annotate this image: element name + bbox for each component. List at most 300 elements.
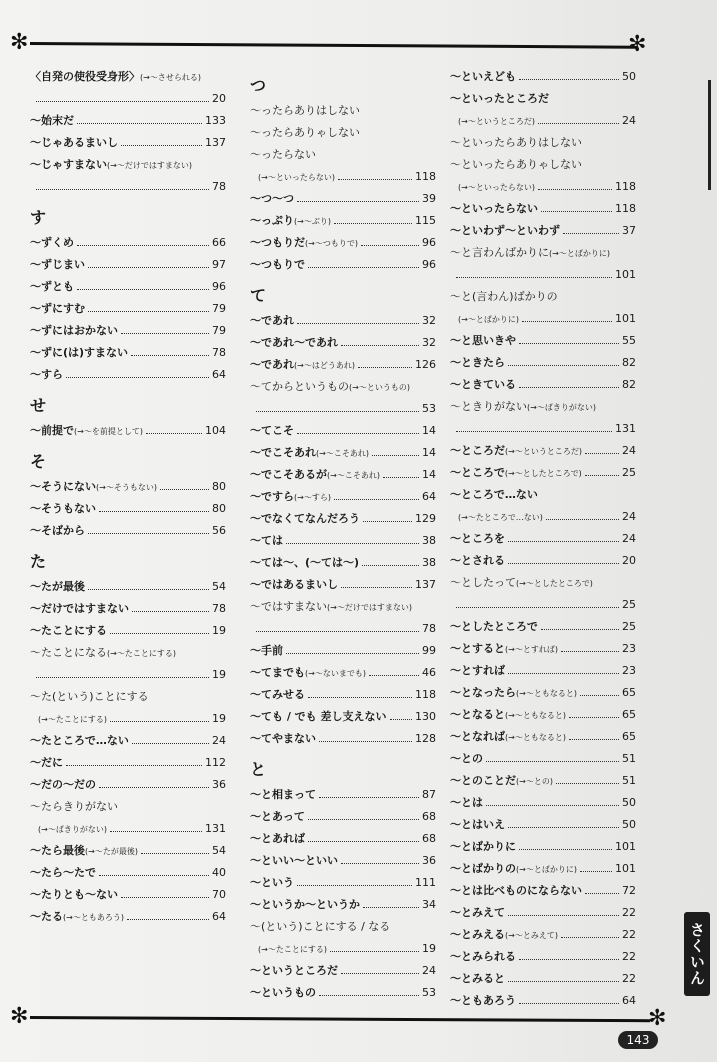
index-entry xyxy=(250,960,436,982)
dot-leader xyxy=(508,555,619,564)
index-section-heading: と xyxy=(250,760,267,779)
dot-leader xyxy=(508,907,619,916)
index-entry xyxy=(250,596,436,618)
dot-leader xyxy=(580,687,619,696)
entry-cross-reference: (→〜たことにする) xyxy=(107,649,176,658)
index-entry xyxy=(30,498,226,520)
entry-page-number: 64 xyxy=(212,368,226,381)
index-entry xyxy=(250,122,436,144)
dot-leader xyxy=(538,115,619,124)
entry-page-number: 64 xyxy=(212,910,226,923)
dot-leader xyxy=(99,779,209,788)
entry-cross-reference: (→〜こそあれ) xyxy=(316,449,369,458)
entry-term: 〜とはいえ xyxy=(450,818,505,831)
dot-leader xyxy=(256,403,419,412)
index-entry xyxy=(450,902,636,924)
entry-term: 〜てみせる xyxy=(250,688,305,701)
entry-cross-reference: (→〜ばきりがない) xyxy=(527,403,596,412)
dot-leader xyxy=(508,357,619,366)
entry-term: 〜ではあるまいし xyxy=(250,578,338,591)
index-entry xyxy=(250,706,436,728)
entry-page-number: 65 xyxy=(622,708,636,721)
entry-page-number: 19 xyxy=(212,668,226,681)
entry-cross-reference: (→〜ぶり) xyxy=(294,217,331,226)
entry-term: 〜というもの xyxy=(250,986,316,999)
dot-leader xyxy=(121,325,209,334)
dot-leader xyxy=(522,313,612,322)
index-entry xyxy=(250,552,436,574)
dot-leader xyxy=(99,503,209,512)
dot-leader xyxy=(141,845,209,854)
dot-leader xyxy=(519,841,612,850)
page-number: 143 xyxy=(618,1031,658,1049)
index-entry xyxy=(30,620,226,642)
entry-term: 〜じゃあるまいし xyxy=(30,136,118,149)
entry-page-number: 118 xyxy=(615,202,636,215)
dot-leader xyxy=(36,181,209,190)
entry-page-number: 19 xyxy=(212,624,226,637)
entry-term: 〜てやまない xyxy=(250,732,316,745)
index-entry xyxy=(450,770,636,792)
index-entry xyxy=(250,982,436,1004)
entry-page-number: 79 xyxy=(212,324,226,337)
entry-term: 〜ずにすむ xyxy=(30,302,85,315)
entry-term: 〜といわず〜といわず xyxy=(450,224,560,237)
entry-page-number: 23 xyxy=(622,642,636,655)
dot-leader xyxy=(585,885,619,894)
entry-term: 〜というところだ xyxy=(250,964,338,977)
dot-leader xyxy=(519,951,619,960)
index-entry xyxy=(30,576,226,598)
index-entry xyxy=(450,726,636,748)
dot-leader xyxy=(561,929,619,938)
index-entry xyxy=(30,88,226,110)
entry-page-number: 82 xyxy=(622,378,636,391)
entry-term: 〈自発の使役受身形〉 xyxy=(30,70,140,83)
index-entry xyxy=(450,396,636,418)
entry-term: 〜ても / でも 差し支えない xyxy=(250,710,387,723)
dot-leader xyxy=(369,667,419,676)
index-entry xyxy=(450,836,636,858)
index-entry xyxy=(450,154,636,176)
index-entry xyxy=(250,784,436,806)
entry-page-number: 19 xyxy=(422,942,436,955)
index-entry xyxy=(250,354,436,376)
entry-term: 〜ったらありゃしない xyxy=(250,126,360,139)
entry-page-number: 65 xyxy=(622,730,636,743)
entry-term: 〜てからというもの xyxy=(250,380,349,393)
entry-page-number: 14 xyxy=(422,446,436,459)
entry-page-number: 87 xyxy=(422,788,436,801)
entry-cross-reference: (→〜ともあろう) xyxy=(63,913,124,922)
dot-leader xyxy=(546,511,619,520)
dot-leader xyxy=(362,557,419,566)
entry-term: 〜といったらありはしない xyxy=(450,136,582,149)
entry-page-number: 50 xyxy=(622,796,636,809)
dot-leader xyxy=(319,789,419,798)
entry-term: 〜ったらない xyxy=(250,148,316,161)
index-entry xyxy=(30,840,226,862)
index-section-heading: て xyxy=(250,286,267,305)
dot-leader xyxy=(286,535,419,544)
entry-page-number: 131 xyxy=(205,822,226,835)
entry-cross-reference: (→〜ともなると) xyxy=(505,711,566,720)
entry-term: 〜ときりがない xyxy=(450,400,527,413)
entry-cross-reference: (→〜させられる) xyxy=(140,73,201,82)
entry-term: 〜としたところで xyxy=(450,620,538,633)
dot-leader xyxy=(297,315,419,324)
entry-cross-reference: (→〜ともなると) xyxy=(516,689,577,698)
entry-term: 〜ずじまい xyxy=(30,258,85,271)
index-entry xyxy=(450,946,636,968)
index-entry xyxy=(30,254,226,276)
dot-leader xyxy=(132,735,209,744)
entry-term: 〜たら最後 xyxy=(30,844,85,857)
dot-leader xyxy=(456,599,619,608)
entry-page-number: 82 xyxy=(622,356,636,369)
dot-leader xyxy=(541,203,612,212)
index-entry xyxy=(250,254,436,276)
entry-cross-reference: (→〜ばきりがない) xyxy=(38,825,107,834)
entry-page-number: 65 xyxy=(622,686,636,699)
index-entry xyxy=(30,320,226,342)
entry-term: 〜ずにはおかない xyxy=(30,324,118,337)
index-entry xyxy=(30,176,226,198)
dot-leader xyxy=(508,973,619,982)
index-entry xyxy=(450,792,636,814)
entry-term: 〜といったらない xyxy=(450,202,538,215)
entry-term: 〜といったらありゃしない xyxy=(450,158,582,171)
entry-cross-reference: (→〜たことにする) xyxy=(258,945,327,954)
dot-leader xyxy=(341,855,419,864)
entry-cross-reference: (→〜とばかりに) xyxy=(516,865,577,874)
entry-page-number: 99 xyxy=(422,644,436,657)
entry-term: 〜そばから xyxy=(30,524,85,537)
index-entry xyxy=(30,298,226,320)
entry-term: 〜たりとも〜ない xyxy=(30,888,118,901)
entry-page-number: 51 xyxy=(622,752,636,765)
entry-term: 〜手前 xyxy=(250,644,283,657)
entry-page-number: 137 xyxy=(415,578,436,591)
entry-page-number: 32 xyxy=(422,314,436,327)
entry-page-number: 53 xyxy=(422,402,436,415)
entry-term: 〜とすれば xyxy=(450,664,505,677)
dot-leader xyxy=(88,581,209,590)
entry-term: 〜ところで xyxy=(450,466,505,479)
index-entry xyxy=(450,924,636,946)
entry-page-number: 32 xyxy=(422,336,436,349)
entry-page-number: 53 xyxy=(422,986,436,999)
entry-cross-reference: (→〜たことにする) xyxy=(38,715,107,724)
dot-leader xyxy=(330,943,419,952)
dot-leader xyxy=(66,757,202,766)
entry-term: 〜たことにする xyxy=(30,624,107,637)
top-rule xyxy=(30,42,637,49)
entry-page-number: 133 xyxy=(205,114,226,127)
dot-leader xyxy=(308,811,419,820)
dot-leader xyxy=(541,621,619,630)
entry-term: 〜ったらありはしない xyxy=(250,104,360,117)
entry-page-number: 38 xyxy=(422,556,436,569)
entry-term: 〜とは xyxy=(450,796,483,809)
entry-page-number: 78 xyxy=(422,622,436,635)
dot-leader xyxy=(110,713,209,722)
entry-cross-reference: (→〜とばかりに) xyxy=(549,249,610,258)
index-entry xyxy=(250,662,436,684)
entry-page-number: 78 xyxy=(212,602,226,615)
index-entry xyxy=(450,484,636,506)
entry-page-number: 101 xyxy=(615,862,636,875)
index-entry xyxy=(250,166,436,188)
index-entry xyxy=(450,748,636,770)
entry-term: 〜前提で xyxy=(30,424,74,437)
dot-leader xyxy=(36,669,209,678)
index-entry xyxy=(450,132,636,154)
entry-term: 〜とのことだ xyxy=(450,774,516,787)
dot-leader xyxy=(563,225,619,234)
dot-leader xyxy=(508,533,619,542)
index-entry xyxy=(30,154,226,176)
index-entry xyxy=(450,704,636,726)
entry-cross-reference: (→〜というところだ) xyxy=(458,117,535,126)
index-entry xyxy=(250,530,436,552)
entry-page-number: 64 xyxy=(422,490,436,503)
dot-leader xyxy=(390,711,412,720)
dot-leader xyxy=(121,889,209,898)
entry-page-number: 25 xyxy=(622,598,636,611)
dot-leader xyxy=(334,215,412,224)
dot-leader xyxy=(338,171,412,180)
entry-cross-reference: (→〜としたところで) xyxy=(504,469,582,478)
entry-term: 〜たが最後 xyxy=(30,580,85,593)
index-entry xyxy=(450,638,636,660)
entry-page-number: 64 xyxy=(622,994,636,1007)
index-entry xyxy=(250,806,436,828)
dot-leader xyxy=(66,369,209,378)
index-entry xyxy=(450,330,636,352)
entry-term: 〜(という)ことにする / なる xyxy=(250,920,391,933)
dot-leader xyxy=(508,819,619,828)
dot-leader xyxy=(88,525,209,534)
entry-page-number: 46 xyxy=(422,666,436,679)
entry-cross-reference: (→〜だけではすまない) xyxy=(327,603,412,612)
index-entry xyxy=(250,618,436,640)
entry-page-number: 130 xyxy=(415,710,436,723)
bottom-rule xyxy=(30,1016,650,1022)
index-entry xyxy=(450,462,636,484)
dot-leader xyxy=(297,425,419,434)
index-entry xyxy=(30,66,226,88)
index-entry xyxy=(450,572,636,594)
index-entry xyxy=(250,894,436,916)
entry-page-number: 22 xyxy=(622,928,636,941)
index-column-2 xyxy=(250,66,436,1004)
index-entry xyxy=(30,664,226,686)
entry-term: 〜であれ xyxy=(250,314,294,327)
dot-leader xyxy=(486,753,619,762)
dot-leader xyxy=(308,833,419,842)
index-section-heading: す xyxy=(30,208,47,227)
index-entry xyxy=(250,640,436,662)
entry-page-number: 37 xyxy=(622,224,636,237)
entry-page-number: 78 xyxy=(212,346,226,359)
entry-page-number: 54 xyxy=(212,580,226,593)
entry-cross-reference: (→〜つもりで) xyxy=(305,239,358,248)
dot-leader xyxy=(77,281,209,290)
dot-leader xyxy=(456,423,612,432)
entry-page-number: 19 xyxy=(212,712,226,725)
entry-term: 〜ずくめ xyxy=(30,236,74,249)
entry-page-number: 96 xyxy=(212,280,226,293)
dot-leader xyxy=(341,337,419,346)
index-entry xyxy=(250,486,436,508)
index-entry xyxy=(450,594,636,616)
entry-cross-reference: (→〜たが最後) xyxy=(85,847,138,856)
entry-page-number: 112 xyxy=(205,756,226,769)
entry-term: 〜ではすまない xyxy=(250,600,327,613)
entry-page-number: 118 xyxy=(415,688,436,701)
entry-term: 〜というか〜というか xyxy=(250,898,360,911)
entry-term: 〜と言わんばかりに xyxy=(450,246,549,259)
index-entry xyxy=(30,420,226,442)
entry-page-number: 111 xyxy=(415,876,436,889)
entry-term: 〜たところで…ない xyxy=(30,734,129,747)
entry-page-number: 24 xyxy=(622,444,636,457)
index-entry xyxy=(450,814,636,836)
index-side-tab: さくいん xyxy=(684,912,710,996)
entry-term: 〜とあって xyxy=(250,810,305,823)
index-entry xyxy=(30,796,226,818)
index-entry xyxy=(450,616,636,638)
entry-page-number: 68 xyxy=(422,810,436,823)
entry-page-number: 96 xyxy=(422,258,436,271)
entry-term: 〜っぷり xyxy=(250,214,294,227)
entry-page-number: 131 xyxy=(615,422,636,435)
entry-page-number: 50 xyxy=(622,70,636,83)
entry-page-number: 118 xyxy=(615,180,636,193)
entry-term: 〜といえども xyxy=(450,70,516,83)
index-entry xyxy=(450,418,636,440)
dot-leader xyxy=(146,425,202,434)
index-entry xyxy=(450,968,636,990)
dot-leader xyxy=(132,603,209,612)
index-entry xyxy=(250,310,436,332)
dot-leader xyxy=(363,513,412,522)
index-entry xyxy=(30,110,226,132)
index-entry xyxy=(30,132,226,154)
entry-term: 〜たる xyxy=(30,910,63,923)
index-entry xyxy=(450,308,636,330)
index-entry xyxy=(250,210,436,232)
entry-page-number: 104 xyxy=(205,424,226,437)
entry-term: 〜となると xyxy=(450,708,505,721)
index-entry xyxy=(30,774,226,796)
dot-leader xyxy=(319,987,419,996)
index-entry xyxy=(30,884,226,906)
entry-term: 〜た(という)ことにする xyxy=(30,690,149,703)
entry-page-number: 72 xyxy=(622,884,636,897)
entry-term: 〜たことになる xyxy=(30,646,107,659)
index-entry xyxy=(450,352,636,374)
entry-cross-reference: (→〜そうもない) xyxy=(96,483,157,492)
dot-leader xyxy=(569,709,619,718)
index-entry xyxy=(450,176,636,198)
index-entry xyxy=(30,598,226,620)
entry-term: 〜ところを xyxy=(450,532,505,545)
entry-cross-reference: (→〜ないまでも) xyxy=(305,669,366,678)
dot-leader xyxy=(361,237,419,246)
index-entry xyxy=(250,508,436,530)
entry-cross-reference: (→〜だけではすまない) xyxy=(107,161,192,170)
entry-page-number: 78 xyxy=(212,180,226,193)
index-entry xyxy=(450,264,636,286)
entry-cross-reference: (→〜とばかりに) xyxy=(458,315,519,324)
entry-term: 〜とあれば xyxy=(250,832,305,845)
entry-page-number: 70 xyxy=(212,888,226,901)
entry-cross-reference: (→〜というもの) xyxy=(349,383,410,392)
dot-leader xyxy=(358,359,412,368)
entry-term: 〜でなくてなんだろう xyxy=(250,512,360,525)
index-entry xyxy=(30,476,226,498)
dot-leader xyxy=(508,665,619,674)
index-entry xyxy=(450,242,636,264)
index-entry xyxy=(450,550,636,572)
index-entry xyxy=(450,990,636,1012)
index-entry xyxy=(250,100,436,122)
entry-term: 〜とみると xyxy=(450,972,505,985)
dot-leader xyxy=(580,863,612,872)
entry-term: 〜ては〜、(〜ては〜) xyxy=(250,556,360,569)
dot-leader xyxy=(341,965,419,974)
entry-page-number: 101 xyxy=(615,312,636,325)
dot-leader xyxy=(110,823,202,832)
entry-term: 〜とすると xyxy=(450,642,505,655)
entry-cross-reference: (→〜たところで…ない) xyxy=(458,513,543,522)
entry-cross-reference: (→〜とみえて) xyxy=(505,931,558,940)
entry-term: 〜といったところだ xyxy=(450,92,549,105)
asterisk-ornament-icon: ✻ xyxy=(10,30,29,55)
entry-term: 〜そうにない xyxy=(30,480,96,493)
entry-page-number: 39 xyxy=(422,192,436,205)
entry-page-number: 25 xyxy=(622,466,636,479)
dot-leader xyxy=(561,643,619,652)
entry-term: 〜との xyxy=(450,752,483,765)
entry-term: 〜たらきりがない xyxy=(30,800,118,813)
entry-term: 〜ところで…ない xyxy=(450,488,538,501)
index-entry xyxy=(450,88,636,110)
entry-term: 〜だに xyxy=(30,756,63,769)
index-entry xyxy=(250,916,436,938)
index-entry xyxy=(450,286,636,308)
entry-term: 〜ともあろう xyxy=(450,994,516,1007)
entry-cross-reference: (→〜を前提として) xyxy=(74,427,143,436)
index-entry xyxy=(30,730,226,752)
entry-page-number: 50 xyxy=(622,818,636,831)
dot-leader xyxy=(456,269,612,278)
dot-leader xyxy=(297,193,419,202)
index-entry xyxy=(250,872,436,894)
index-entry xyxy=(450,374,636,396)
entry-page-number: 97 xyxy=(212,258,226,271)
dot-leader xyxy=(36,93,209,102)
entry-cross-reference: (→〜としたところで) xyxy=(516,579,593,588)
index-entry xyxy=(30,342,226,364)
entry-page-number: 115 xyxy=(415,214,436,227)
index-entry xyxy=(30,708,226,730)
index-entry xyxy=(250,442,436,464)
entry-page-number: 14 xyxy=(422,424,436,437)
dot-leader xyxy=(556,775,619,784)
